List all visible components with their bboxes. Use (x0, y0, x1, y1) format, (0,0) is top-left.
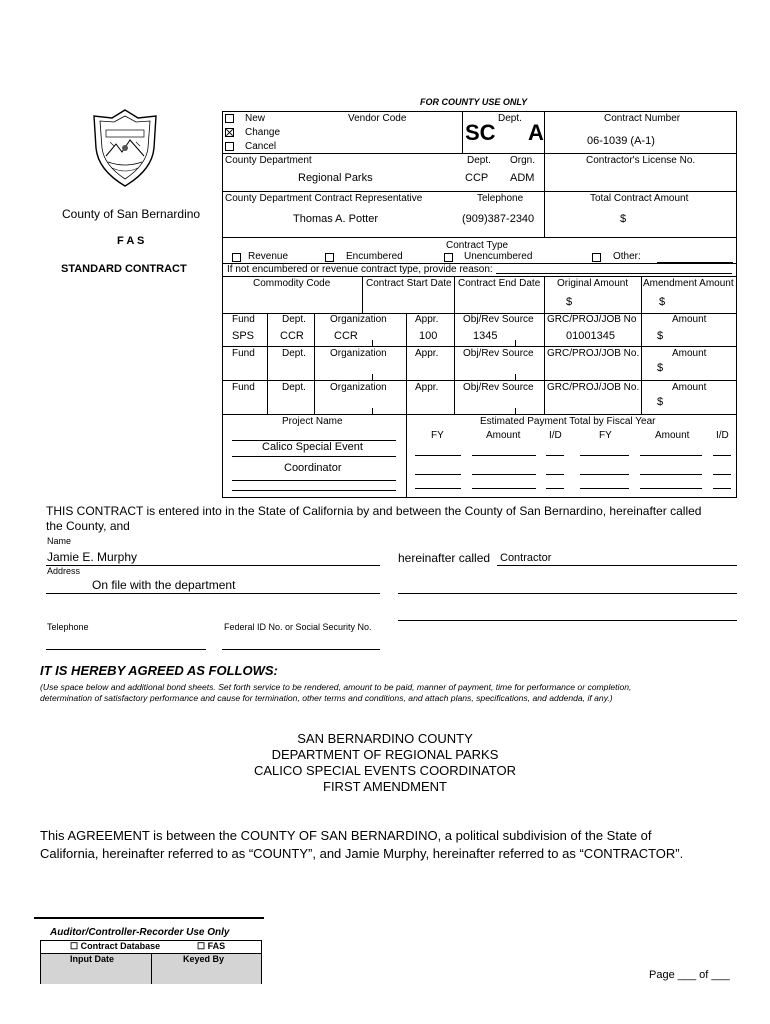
obj-rev-label-3: Obj/Rev Source (463, 382, 534, 393)
license-label: Contractor's License No. (586, 155, 696, 166)
project-name-label: Project Name (282, 416, 343, 427)
amount-label-2: Amount (672, 348, 707, 359)
cancel-label: Cancel (245, 141, 277, 152)
organization-label-3: Organization (330, 382, 387, 393)
fas-checkbox-label: ☐ FAS (197, 941, 226, 951)
original-amount-value: $ (566, 296, 573, 308)
project-name-line1: Calico Special Event (262, 441, 363, 453)
auditor-title: Auditor/Controller-Recorder Use Only (50, 927, 230, 938)
representative-value: Thomas A. Potter (293, 213, 378, 225)
county-department-value: Regional Parks (298, 172, 373, 184)
obj-rev-label-2: Obj/Rev Source (463, 348, 534, 359)
fy-label-1: FY (431, 430, 444, 441)
obj-rev-label-1: Obj/Rev Source (463, 314, 534, 325)
fund-label-1: Fund (232, 314, 255, 325)
dept-label-2: Dept. (282, 348, 306, 359)
appr-label-1: Appr. (415, 314, 439, 325)
county-seal-icon (88, 108, 162, 188)
agreed-instructions-1: (Use space below and additional bond sheets. Set forth service to be rendered, amount to be paid, manner of payment, time for performance or completion, (40, 682, 632, 692)
fas-label: F A S (117, 235, 145, 247)
amount-fy-label-2: Amount (655, 430, 690, 441)
encumbered-label: Encumbered (346, 251, 403, 262)
fund-label-2: Fund (232, 348, 255, 359)
unencumbered-label: Unencumbered (464, 251, 533, 262)
amount-value-1: $ (657, 330, 664, 342)
federal-id-label: Federal ID No. or Social Security No. (224, 622, 372, 632)
estimated-payment-label: Estimated Payment Total by Fiscal Year (480, 416, 656, 427)
agreed-instructions-2: determination of satisfactory performance and cause for termination, other terms and conditions, and attach plans, specifications, and addenda, if any.) (40, 693, 613, 703)
contract-intro: THIS CONTRACT is entered into in the State of California by and between the County of San Bernardino, hereinafter called (46, 504, 702, 518)
organization-label-2: Organization (330, 348, 387, 359)
page-number: Page ___ of ___ (649, 969, 730, 981)
original-amount-label: Original Amount (557, 278, 629, 289)
contract-number-value: 06-1039 (A-1) (587, 135, 655, 147)
dept-label-3: Dept. (282, 382, 306, 393)
change-label: Change (245, 127, 281, 138)
title-line-2: DEPARTMENT OF REGIONAL PARKS (271, 747, 499, 762)
vendor-dept-label: Dept. (498, 113, 522, 124)
new-label: New (245, 113, 266, 124)
title-line-4: FIRST AMENDMENT (323, 779, 447, 794)
standard-contract-title: STANDARD CONTRACT (61, 263, 187, 275)
keyed-by-label: Keyed By (183, 954, 225, 964)
total-amount-value: $ (620, 213, 627, 225)
orgn-value: ADM (510, 172, 535, 184)
title-line-3: CALICO SPECIAL EVENTS COORDINATOR (254, 763, 516, 778)
hereinafter-called: hereinafter called (398, 551, 491, 565)
reason-prompt: If not encumbered or revenue contract type, provide reason: (227, 264, 493, 275)
address-value: On file with the department (92, 578, 236, 592)
vendor-code-label: Vendor Code (348, 113, 407, 124)
telephone-label: Telephone (477, 193, 524, 204)
total-amount-label: Total Contract Amount (590, 193, 689, 204)
orgn-label: Orgn. (510, 155, 536, 166)
id-label-2: I/D (716, 430, 729, 441)
grc-label-1: GRC/PROJ/JOB No (547, 314, 637, 325)
representative-label: County Department Contract Representative (225, 193, 423, 204)
commodity-code-label: Commodity Code (253, 278, 331, 289)
unencumbered-checkbox[interactable] (444, 253, 453, 262)
county-name: County of San Bernardino (62, 207, 201, 221)
amendment-amount-label: Amendment Amount (643, 278, 734, 289)
appr-label-2: Appr. (415, 348, 439, 359)
dept-value: CCP (465, 172, 489, 184)
appr-label-3: Appr. (415, 382, 439, 393)
dept-label: Dept. (467, 155, 491, 166)
contract-number-label: Contract Number (604, 113, 681, 124)
end-date-label: Contract End Date (458, 278, 541, 289)
contract-intro-2: the County, and (46, 519, 130, 533)
for-county-use-only: FOR COUNTY USE ONLY (420, 97, 528, 107)
sc-code: SC (465, 120, 496, 145)
grc-label-3: GRC/PROJ/JOB No. (547, 382, 640, 393)
revenue-label: Revenue (248, 251, 289, 262)
fund-value-1: SPS (232, 330, 255, 342)
amount-fy-label-1: Amount (486, 430, 521, 441)
contractor-name: Jamie E. Murphy (47, 550, 138, 564)
organization-label-1: Organization (330, 314, 387, 325)
grc-label-2: GRC/PROJ/JOB No. (547, 348, 640, 359)
revenue-checkbox[interactable] (232, 253, 241, 262)
amount-label-1: Amount (672, 314, 707, 325)
dept-value-1: CCR (280, 330, 304, 342)
cancel-checkbox[interactable] (225, 142, 234, 151)
id-label-1: I/D (549, 430, 562, 441)
amendment-amount-value: $ (659, 296, 666, 308)
fy-label-2: FY (599, 430, 612, 441)
address-label: Address (47, 566, 81, 576)
other-label: Other: (613, 251, 641, 262)
amount-label-3: Amount (672, 382, 707, 393)
obj-value-1: 1345 (473, 330, 498, 342)
county-department-label: County Department (225, 155, 312, 166)
grc-value-1: 01001345 (566, 330, 615, 342)
contract-type-label: Contract Type (446, 240, 509, 251)
fund-label-3: Fund (232, 382, 255, 393)
name-label: Name (47, 536, 72, 546)
title-line-1: SAN BERNARDINO COUNTY (297, 731, 473, 746)
telephone-value: (909)387-2340 (462, 213, 535, 225)
dept-label-1: Dept. (282, 314, 306, 325)
project-name-line2: Coordinator (284, 462, 342, 474)
org-value-1: CCR (334, 330, 358, 342)
agreed-heading: IT IS HEREBY AGREED AS FOLLOWS: (40, 663, 278, 678)
amount-value-3: $ (657, 396, 664, 408)
contractor-label: Contractor (500, 552, 552, 564)
appr-value-1: 100 (419, 330, 438, 342)
contract-database-label: ☐ Contract Database (70, 941, 161, 951)
encumbered-checkbox[interactable] (325, 253, 334, 262)
input-date-label: Input Date (70, 954, 114, 964)
amount-value-2: $ (657, 362, 664, 374)
vendor-dept-value: A (528, 120, 544, 145)
telephone-contractor-label: Telephone (47, 622, 89, 632)
agreement-line-2: California, hereinafter referred to as “COUNTY”, and Jamie Murphy, hereinafter referred to as “CONTRACTOR”. (40, 846, 684, 861)
start-date-label: Contract Start Date (366, 278, 452, 289)
agreement-line-1: This AGREEMENT is between the COUNTY OF SAN BERNARDINO, a political subdivision of the State of (40, 828, 652, 843)
other-checkbox[interactable] (592, 253, 601, 262)
change-checkbox[interactable] (225, 128, 234, 137)
new-checkbox[interactable] (225, 114, 234, 123)
